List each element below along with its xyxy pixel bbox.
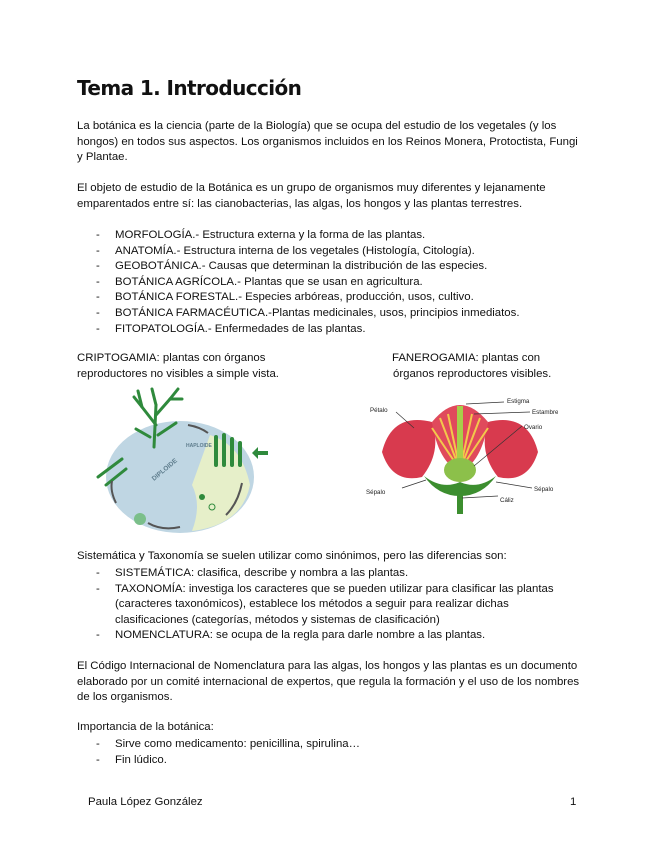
- label-estambre: Estambre: [532, 409, 558, 416]
- label-ovario: Ovario: [524, 424, 543, 431]
- sistematica-intro: Sistemática y Taxonomía se suelen utilizar como sinónimos, pero las diferencias son:: [77, 550, 507, 562]
- cryptogam-cycle-illustration: [92, 385, 274, 533]
- petal-left: [382, 420, 435, 478]
- cripto-caption-line: reproductores no visibles a simple vista.: [77, 367, 279, 380]
- cripto-caption: [77, 351, 279, 382]
- fanero-caption-line: FANEROGAMIA: plantas con: [392, 352, 541, 364]
- importancia-intro: Importancia de la botánica:: [77, 721, 214, 733]
- list-item: - Fin lúdico.: [77, 753, 582, 769]
- pistil: [457, 406, 463, 464]
- intro-paragraph: La botánica es la ciencia (parte de la Biología) que se ocupa del estudio de los vegetales (y los hongos) en todos sus aspectos. Los organismos incluidos en los Reinos Monera, Protoctista, Fungi y Plantae.: [77, 120, 578, 163]
- flower-diagram: [362, 392, 558, 516]
- ovary: [444, 458, 476, 482]
- branches-list: [77, 228, 582, 337]
- object-paragraph: El objeto de estudio de la Botánica es un grupo de organismos muy diferentes y lejanamente emparentados entre sí: las cianobacterias, las algas, los hongos y las plantas terrestres.: [77, 182, 546, 210]
- list-item: - BOTÁNICA FARMACÉUTICA.-Plantas medicinales, usos, principios inmediatos.: [77, 306, 582, 322]
- page-number: 1: [570, 796, 577, 808]
- fanero-caption: [392, 351, 551, 382]
- page-title: Tema 1. Introducción: [77, 76, 302, 100]
- importancia-list: [77, 737, 582, 768]
- list-item: - NOMENCLATURA: se ocupa de la regla para darle nombre a las plantas.: [77, 628, 582, 644]
- label-sepalo-left: Sépalo: [366, 489, 386, 496]
- list-item: - GEOBOTÁNICA.- Causas que determinan la distribución de las especies.: [77, 259, 582, 275]
- label-sepalo-right: Sépalo: [534, 486, 554, 493]
- list-item: - BOTÁNICA FORESTAL.- Especies arbóreas, producción, usos, cultivo.: [77, 290, 582, 306]
- stem: [457, 492, 463, 514]
- label-petalo: Pétalo: [370, 407, 388, 414]
- list-item: - BOTÁNICA AGRÍCOLA.- Plantas que se usan en agricultura.: [77, 275, 582, 291]
- spore-icon: [199, 494, 205, 500]
- list-item: - MORFOLOGÍA.- Estructura externa y la forma de las plantas.: [77, 228, 582, 244]
- fanero-caption-line: órganos reproductores visibles.: [393, 367, 552, 380]
- list-item: - SISTEMÁTICA: clasifica, describe y nombra a las plantas.: [77, 566, 582, 582]
- label-estigma: Estigma: [507, 398, 530, 405]
- list-item: - Sirve como medicamento: penicillina, spirulina…: [77, 737, 582, 753]
- codigo-paragraph: El Código Internacional de Nomenclatura para las algas, los hongos y las plantas es un documento elaborado por un comité internacional de expertos, que regula la formación y el uso de los nombres de los organismos.: [77, 660, 580, 703]
- sistematica-list: [77, 566, 582, 644]
- spore-icon: [134, 513, 146, 525]
- list-item: - ANATOMÍA.- Estructura interna de los vegetales (Histología, Citología).: [77, 244, 582, 260]
- list-item: - TAXONOMÍA: investiga los caracteres que se pueden utilizar para clasificar las plantas (caracteres taxonómicos), establece los métodos a seguir para realizar dichas clasificaciones (categorías, métodos y sistemas de clasificación): [77, 582, 582, 629]
- diploid-label: DIPLOIDE: [150, 457, 179, 483]
- label-caliz: Cáliz: [500, 497, 514, 504]
- list-item: - FITOPATOLOGÍA.- Enfermedades de las plantas.: [77, 322, 582, 338]
- haploid-label: HAPLOIDE: [186, 443, 212, 449]
- arrow-head-icon: [252, 447, 258, 459]
- footer-author: Paula López González: [88, 796, 203, 808]
- cripto-caption-line: CRIPTOGAMIA: plantas con órganos: [77, 352, 266, 364]
